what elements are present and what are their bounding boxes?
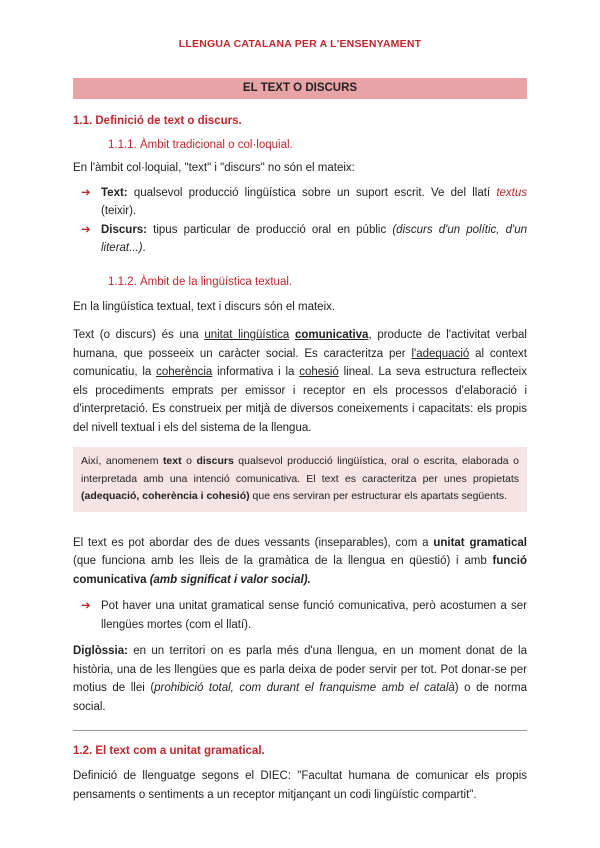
list-item-dead-languages-body: Pot haver una unitat gramatical sense funció comunicativa, però acostumen a ser llengües mortes (com el llatí). [101, 600, 527, 631]
paragraph-diglossia: Diglòssia: en un territori on es parla més d'una llengua, en un moment donat de la història, una de les llengües que es parla deixa de poder servir per tot. Pot donar-se per motius de llei (prohibició total, com durant el franquisme amb el català) o de norma social. [73, 645, 527, 713]
list-item-discurs-body: Discurs: tipus particular de producció oral en públic (discurs d'un polític, d'un literat...). [101, 223, 527, 254]
highlight-note-box [73, 447, 527, 512]
heading-1-1: 1.1. Definició de text o discurs. [73, 115, 242, 127]
paragraph-two-sides: El text es pot abordar des de dues vessants (inseparables), com a unitat gramatical (que funciona amb les lleis de la gramàtica de la llengua en qüestió) i amb funció comunicativa (amb significat i valor social). [73, 536, 527, 586]
paragraph-text-definition: Text (o discurs) és una unitat lingüística comunicativa, producte de l'activitat verbal humana, que posseeix un caràcter social. Es caracteritza per l'adequació al context comunicatiu, la coherència informativa i la cohesió lineal. La seva estructura reflecteix els procediments emprats per emissor i receptor en els processos d'elaboració i d'interpretació. Es construeix per mitjà de diversos coneixements i capacitats: els propis del nivell textual i els del sistema de la llengua. [73, 329, 528, 434]
bullet-list-definitions [73, 184, 527, 258]
list-item-text-body: Text: qualsevol producció lingüística sobre un suport escrit. Ve del llatí textus (teixir). [101, 186, 527, 217]
list-item-dead-languages [73, 597, 527, 634]
heading-1-1-2: 1.1.2. Àmbit de la lingüística textual. [108, 275, 293, 288]
section-title-bar: EL TEXT O DISCURS [73, 78, 527, 99]
bullet-list-dead-languages [73, 597, 527, 634]
heading-1-2: 1.2. El text com a unitat gramatical. [73, 745, 265, 757]
arrow-right-icon: ➔ [81, 223, 91, 236]
document-header: LLENGUA CATALANA PER A L'ENSENYAMENT [178, 38, 422, 50]
list-item-discurs [73, 221, 527, 258]
arrow-right-icon: ➔ [81, 186, 91, 199]
heading-1-1-1: 1.1.1. Àmbit tradicional o col·loquial. [108, 139, 293, 151]
list-item-text [73, 184, 527, 221]
paragraph-colloquial-intro: En l'àmbit col·loquial, "text" i "discurs" no són el mateix: [73, 162, 355, 174]
paragraph-diec-definition: Definició de llenguatge segons el DIEC: "Facultat humana de comunicar els propis pensaments o sentiments a un receptor mitjançant un codi lingüístic compartit". [73, 770, 527, 801]
section-divider [73, 730, 527, 731]
paragraph-textual-intro: En la lingüística textual, text i discurs són el mateix. [73, 300, 336, 313]
arrow-right-icon: ➔ [81, 600, 91, 612]
note-text: Així, anomenem text o discurs qualsevol producció lingüística, oral o escrita, elaborada o interpretada amb una intenció comunicativa. El text es caracteritza per unes propietats (adequació, coherència i cohesió) que ens serviran per estructurar els apartats següents. [81, 455, 519, 502]
